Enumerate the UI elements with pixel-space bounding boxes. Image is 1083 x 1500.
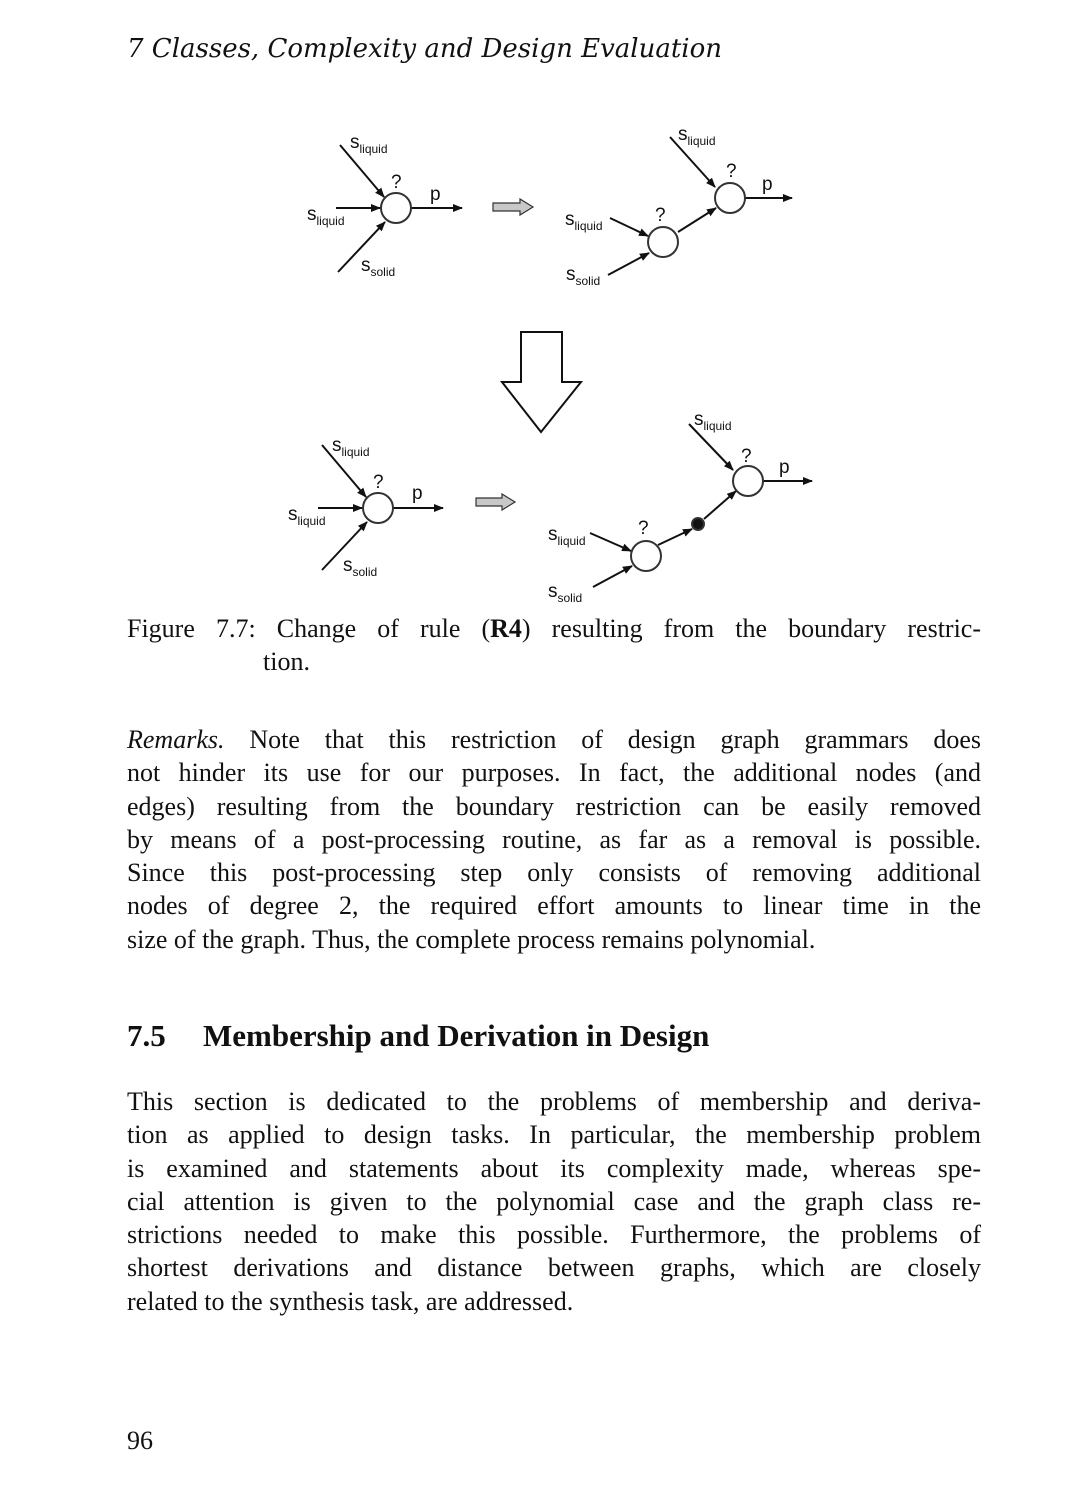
graph-edge (608, 253, 649, 275)
gray-arrow-top (493, 199, 533, 215)
question-mark-label: ? (741, 446, 752, 467)
graph-node (733, 466, 763, 496)
s-solid-label: $s_{solid}$ (566, 264, 601, 288)
s-liquid-label: $s_{liquid}$ (565, 209, 603, 233)
gray-arrow-bottom (476, 494, 515, 510)
graph-edge (704, 491, 736, 519)
figure-caption: Figure 7.7: Change of rule (R4) resulting from the boundary restric- tion. (127, 614, 981, 676)
remarks-paragraph: Remarks. Note that this restriction of design graph grammars does not hinder its use for our purposes. In fact, the additional nodes (and edges) resulting from the boundary restriction can be easily removed by means of a post-processing routine, as far as a removal is possible. Since this post-processing step only consists of removing additional nodes of degree 2, the required effort amounts to linear time in the size of the graph. Thus, the complete process remains polynomial. (127, 725, 981, 954)
s-solid-label: $s_{solid}$ (361, 255, 396, 279)
section-paragraph: This section is dedicated to the problems of membership and deriva- tion as applied to design tasks. In particular, the membership problem is examined and statements about its complexity made, whereas spe- cial attention is given to the polynomial case and the graph class re- strictions needed to make this possible. Furthermore, the problems of shortest derivations and distance between graphs, which are closely related to the synthesis task, are addressed. (127, 1087, 981, 1316)
question-mark-label: ? (638, 518, 649, 539)
boundary-node (692, 518, 704, 530)
question-mark-label: ? (391, 172, 402, 193)
product-label: p (779, 457, 790, 478)
s-solid-label: $s_{solid}$ (343, 555, 378, 579)
question-mark-label: ? (726, 161, 737, 182)
graph-node (648, 227, 678, 257)
graph-node (381, 193, 411, 223)
graph-edge (590, 533, 631, 551)
question-mark-label: ? (373, 472, 384, 493)
graph-node (715, 183, 745, 213)
graph-edge (658, 529, 692, 545)
s-liquid-label: $s_{liquid}$ (350, 132, 388, 156)
big-down-arrow (502, 332, 581, 432)
product-label: p (412, 483, 423, 504)
graph-node (631, 541, 661, 571)
s-liquid-label: $s_{liquid}$ (548, 524, 586, 548)
graph-node (363, 493, 393, 523)
page-number: 96 (127, 1426, 153, 1455)
s-liquid-label: $s_{liquid}$ (694, 409, 732, 433)
section-heading: 7.5 Membership and Derivation in Design (127, 1018, 710, 1053)
graph-edge (593, 566, 632, 587)
graph-edge (610, 218, 648, 236)
s-liquid-label: $s_{liquid}$ (678, 124, 716, 148)
running-header: 7 Classes, Complexity and Design Evaluation (127, 34, 722, 64)
s-solid-label: $s_{solid}$ (548, 581, 583, 605)
product-label: p (762, 174, 773, 195)
product-label: p (430, 184, 441, 205)
s-liquid-label: $s_{liquid}$ (307, 204, 345, 228)
question-mark-label: ? (655, 205, 666, 226)
s-liquid-label: $s_{liquid}$ (288, 504, 326, 528)
s-liquid-label: $s_{liquid}$ (332, 435, 370, 459)
rule-change-figure (0, 0, 1083, 620)
graph-edge (678, 208, 716, 232)
